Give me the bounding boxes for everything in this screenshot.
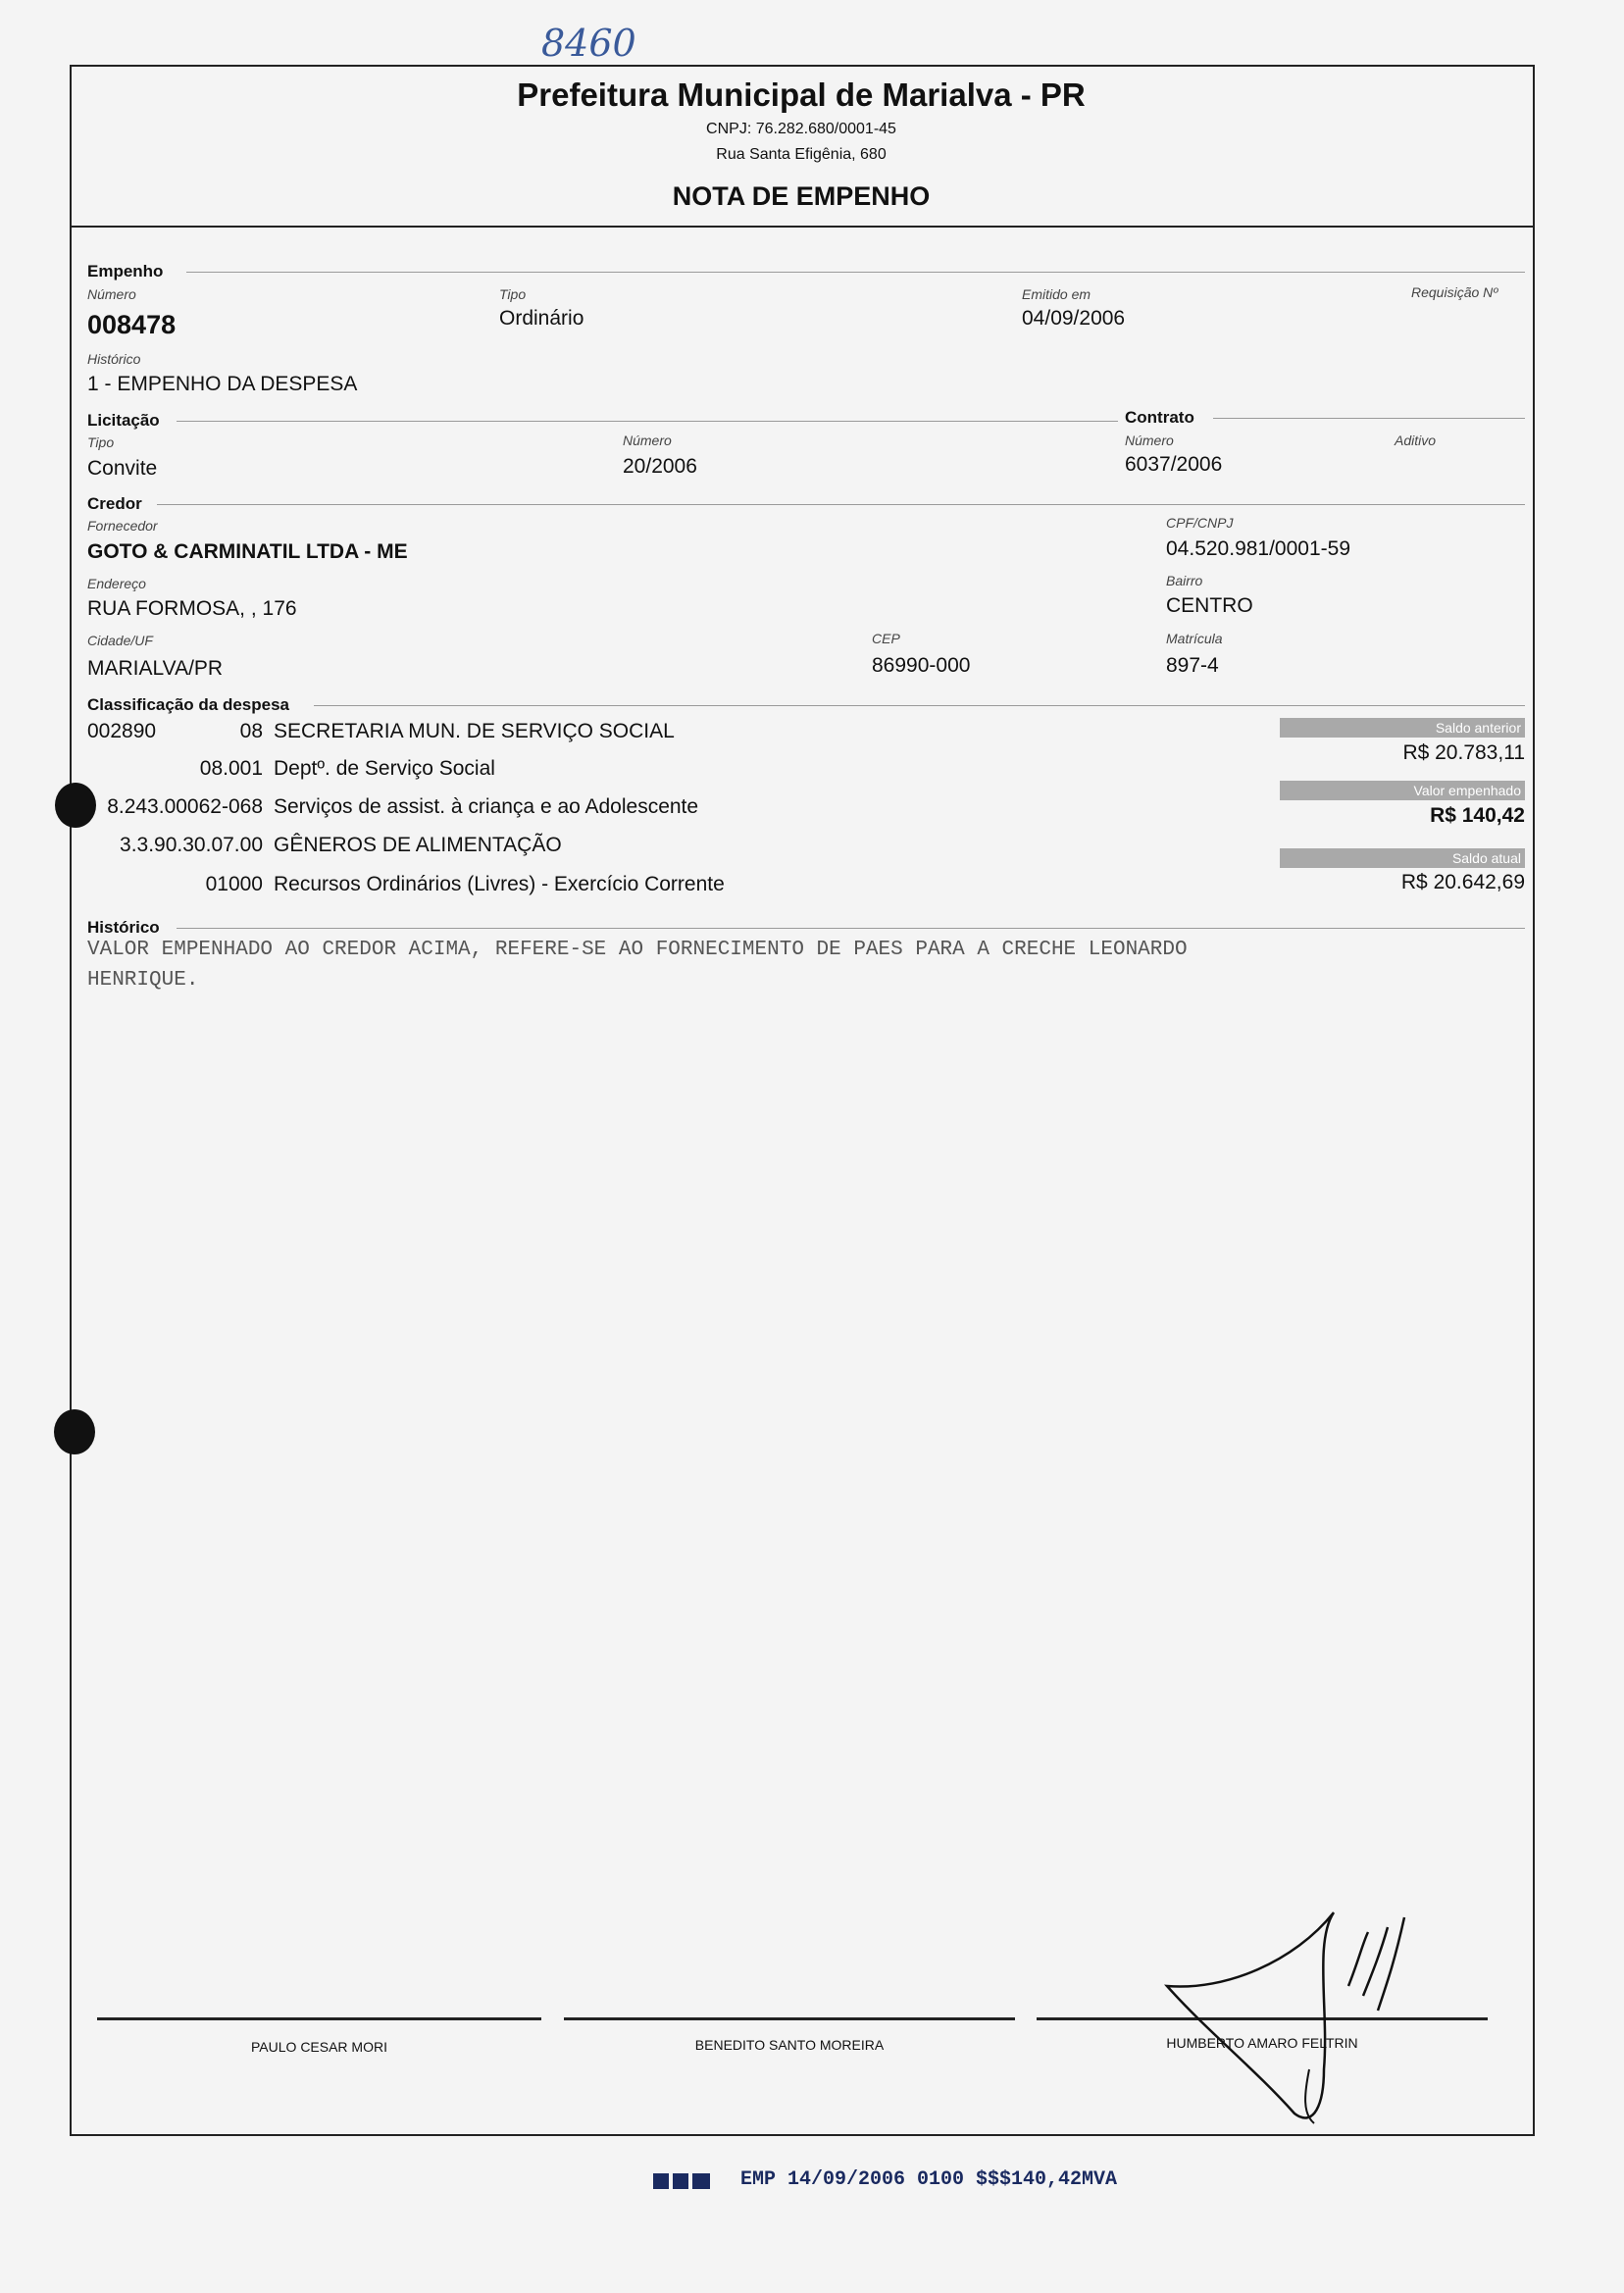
empenho-rule bbox=[186, 272, 1525, 273]
section-historico: Histórico bbox=[87, 918, 160, 937]
punch-hole-bottom bbox=[54, 1409, 95, 1454]
signature-line-2 bbox=[564, 2017, 1015, 2020]
empenho-numero: 008478 bbox=[87, 310, 177, 339]
class-row-2-code2: 08.001 bbox=[199, 757, 263, 780]
empenho-numero-label: Número bbox=[87, 286, 136, 302]
empenho-historico: 1 - EMPENHO DA DESPESA bbox=[87, 373, 358, 395]
signature-name-1: PAULO CESAR MORI bbox=[251, 2039, 387, 2055]
licitacao-numero: 20/2006 bbox=[623, 455, 697, 478]
footer-stamp: EMP 14/09/2006 0100 $$$140,42MVA bbox=[740, 2168, 1118, 2191]
saldo-atual: R$ 20.642,69 bbox=[1400, 871, 1525, 893]
handwritten-signature bbox=[1147, 1903, 1422, 2138]
header-divider bbox=[70, 226, 1535, 228]
punch-hole-top bbox=[55, 783, 96, 828]
handwritten-number: 8460 bbox=[541, 22, 636, 65]
class-row-5-code2: 01000 bbox=[205, 873, 263, 895]
class-row-1-code2: 08 bbox=[239, 720, 263, 742]
cpf-cnpj-label: CPF/CNPJ bbox=[1166, 515, 1234, 531]
endereco: RUA FORMOSA, , 176 bbox=[87, 597, 297, 620]
empenho-historico-label: Histórico bbox=[87, 351, 141, 367]
requisicao-label: Requisição Nº bbox=[1411, 284, 1498, 300]
historico-rule bbox=[177, 928, 1525, 929]
licitacao-tipo-label: Tipo bbox=[87, 434, 115, 450]
bairro: CENTRO bbox=[1166, 594, 1253, 617]
licitacao-tipo: Convite bbox=[87, 457, 158, 480]
bairro-label: Bairro bbox=[1166, 573, 1203, 588]
historico-line-1: VALOR EMPENHADO AO CREDOR ACIMA, REFERE-SE AO FORNECIMENTO DE PAES PARA A CRECHE LEONARDO bbox=[87, 939, 1188, 961]
emitido-date: 04/09/2006 bbox=[1022, 307, 1126, 330]
class-row-1-code: 002890 bbox=[87, 720, 157, 742]
saldo-anterior: R$ 20.783,11 bbox=[1402, 741, 1525, 764]
credor-rule bbox=[157, 504, 1525, 505]
contrato-numero: 6037/2006 bbox=[1125, 453, 1223, 476]
valor-empenhado: R$ 140,42 bbox=[1430, 804, 1525, 827]
class-row-4-code2: 3.3.90.30.07.00 bbox=[120, 834, 263, 856]
licitacao-rule bbox=[177, 421, 1118, 422]
signature-name-3: HUMBERTO AMARO FELTRIN bbox=[1166, 2035, 1358, 2051]
licitacao-numero-label: Número bbox=[623, 433, 672, 448]
contrato-rule bbox=[1213, 418, 1525, 419]
cidade: MARIALVA/PR bbox=[87, 657, 224, 680]
class-row-5-desc: Recursos Ordinários (Livres) - Exercício Corrente bbox=[274, 873, 725, 895]
cpf-cnpj: 04.520.981/0001-59 bbox=[1166, 537, 1351, 560]
class-row-1-desc: SECRETARIA MUN. DE SERVIÇO SOCIAL bbox=[274, 720, 675, 742]
document-title: NOTA DE EMPENHO bbox=[672, 181, 931, 211]
saldo-atual-label: Saldo atual bbox=[1280, 848, 1525, 868]
empenho-tipo: Ordinário bbox=[499, 307, 584, 330]
class-row-4-desc: GÊNEROS DE ALIMENTAÇÃO bbox=[274, 834, 562, 856]
classificacao-rule bbox=[314, 705, 1525, 706]
saldo-anterior-label: Saldo anterior bbox=[1280, 718, 1525, 738]
institution-name: Prefeitura Municipal de Marialva - PR bbox=[517, 76, 1086, 113]
footer-logo-icon bbox=[653, 2170, 712, 2192]
section-empenho: Empenho bbox=[87, 262, 164, 280]
section-licitacao: Licitação bbox=[87, 411, 160, 430]
valor-empenhado-label: Valor empenhado bbox=[1280, 781, 1525, 800]
matricula: 897-4 bbox=[1166, 654, 1219, 677]
emitido-label: Emitido em bbox=[1022, 286, 1091, 302]
cep-label: CEP bbox=[872, 631, 900, 646]
section-credor: Credor bbox=[87, 494, 142, 513]
fornecedor-label: Fornecedor bbox=[87, 518, 158, 534]
cidade-label: Cidade/UF bbox=[87, 633, 153, 648]
historico-line-2: HENRIQUE. bbox=[87, 969, 199, 992]
class-row-2-desc: Deptº. de Serviço Social bbox=[274, 757, 495, 780]
section-classificacao: Classificação da despesa bbox=[87, 695, 290, 714]
institution-address: Rua Santa Efigênia, 680 bbox=[716, 146, 887, 163]
contrato-numero-label: Número bbox=[1125, 433, 1174, 448]
institution-cnpj: CNPJ: 76.282.680/0001-45 bbox=[706, 121, 896, 137]
signature-name-2: BENEDITO SANTO MOREIRA bbox=[694, 2037, 885, 2053]
class-row-3-code2: 8.243.00062-068 bbox=[107, 795, 263, 818]
signature-line-1 bbox=[97, 2017, 541, 2020]
matricula-label: Matrícula bbox=[1166, 631, 1223, 646]
endereco-label: Endereço bbox=[87, 576, 146, 591]
fornecedor-name: GOTO & CARMINATIL LTDA - ME bbox=[87, 540, 408, 563]
section-contrato: Contrato bbox=[1125, 408, 1194, 427]
cep: 86990-000 bbox=[872, 654, 971, 677]
class-row-3-desc: Serviços de assist. à criança e ao Adolescente bbox=[274, 795, 699, 818]
contrato-aditivo-label: Aditivo bbox=[1395, 433, 1437, 448]
empenho-tipo-label: Tipo bbox=[499, 286, 527, 302]
